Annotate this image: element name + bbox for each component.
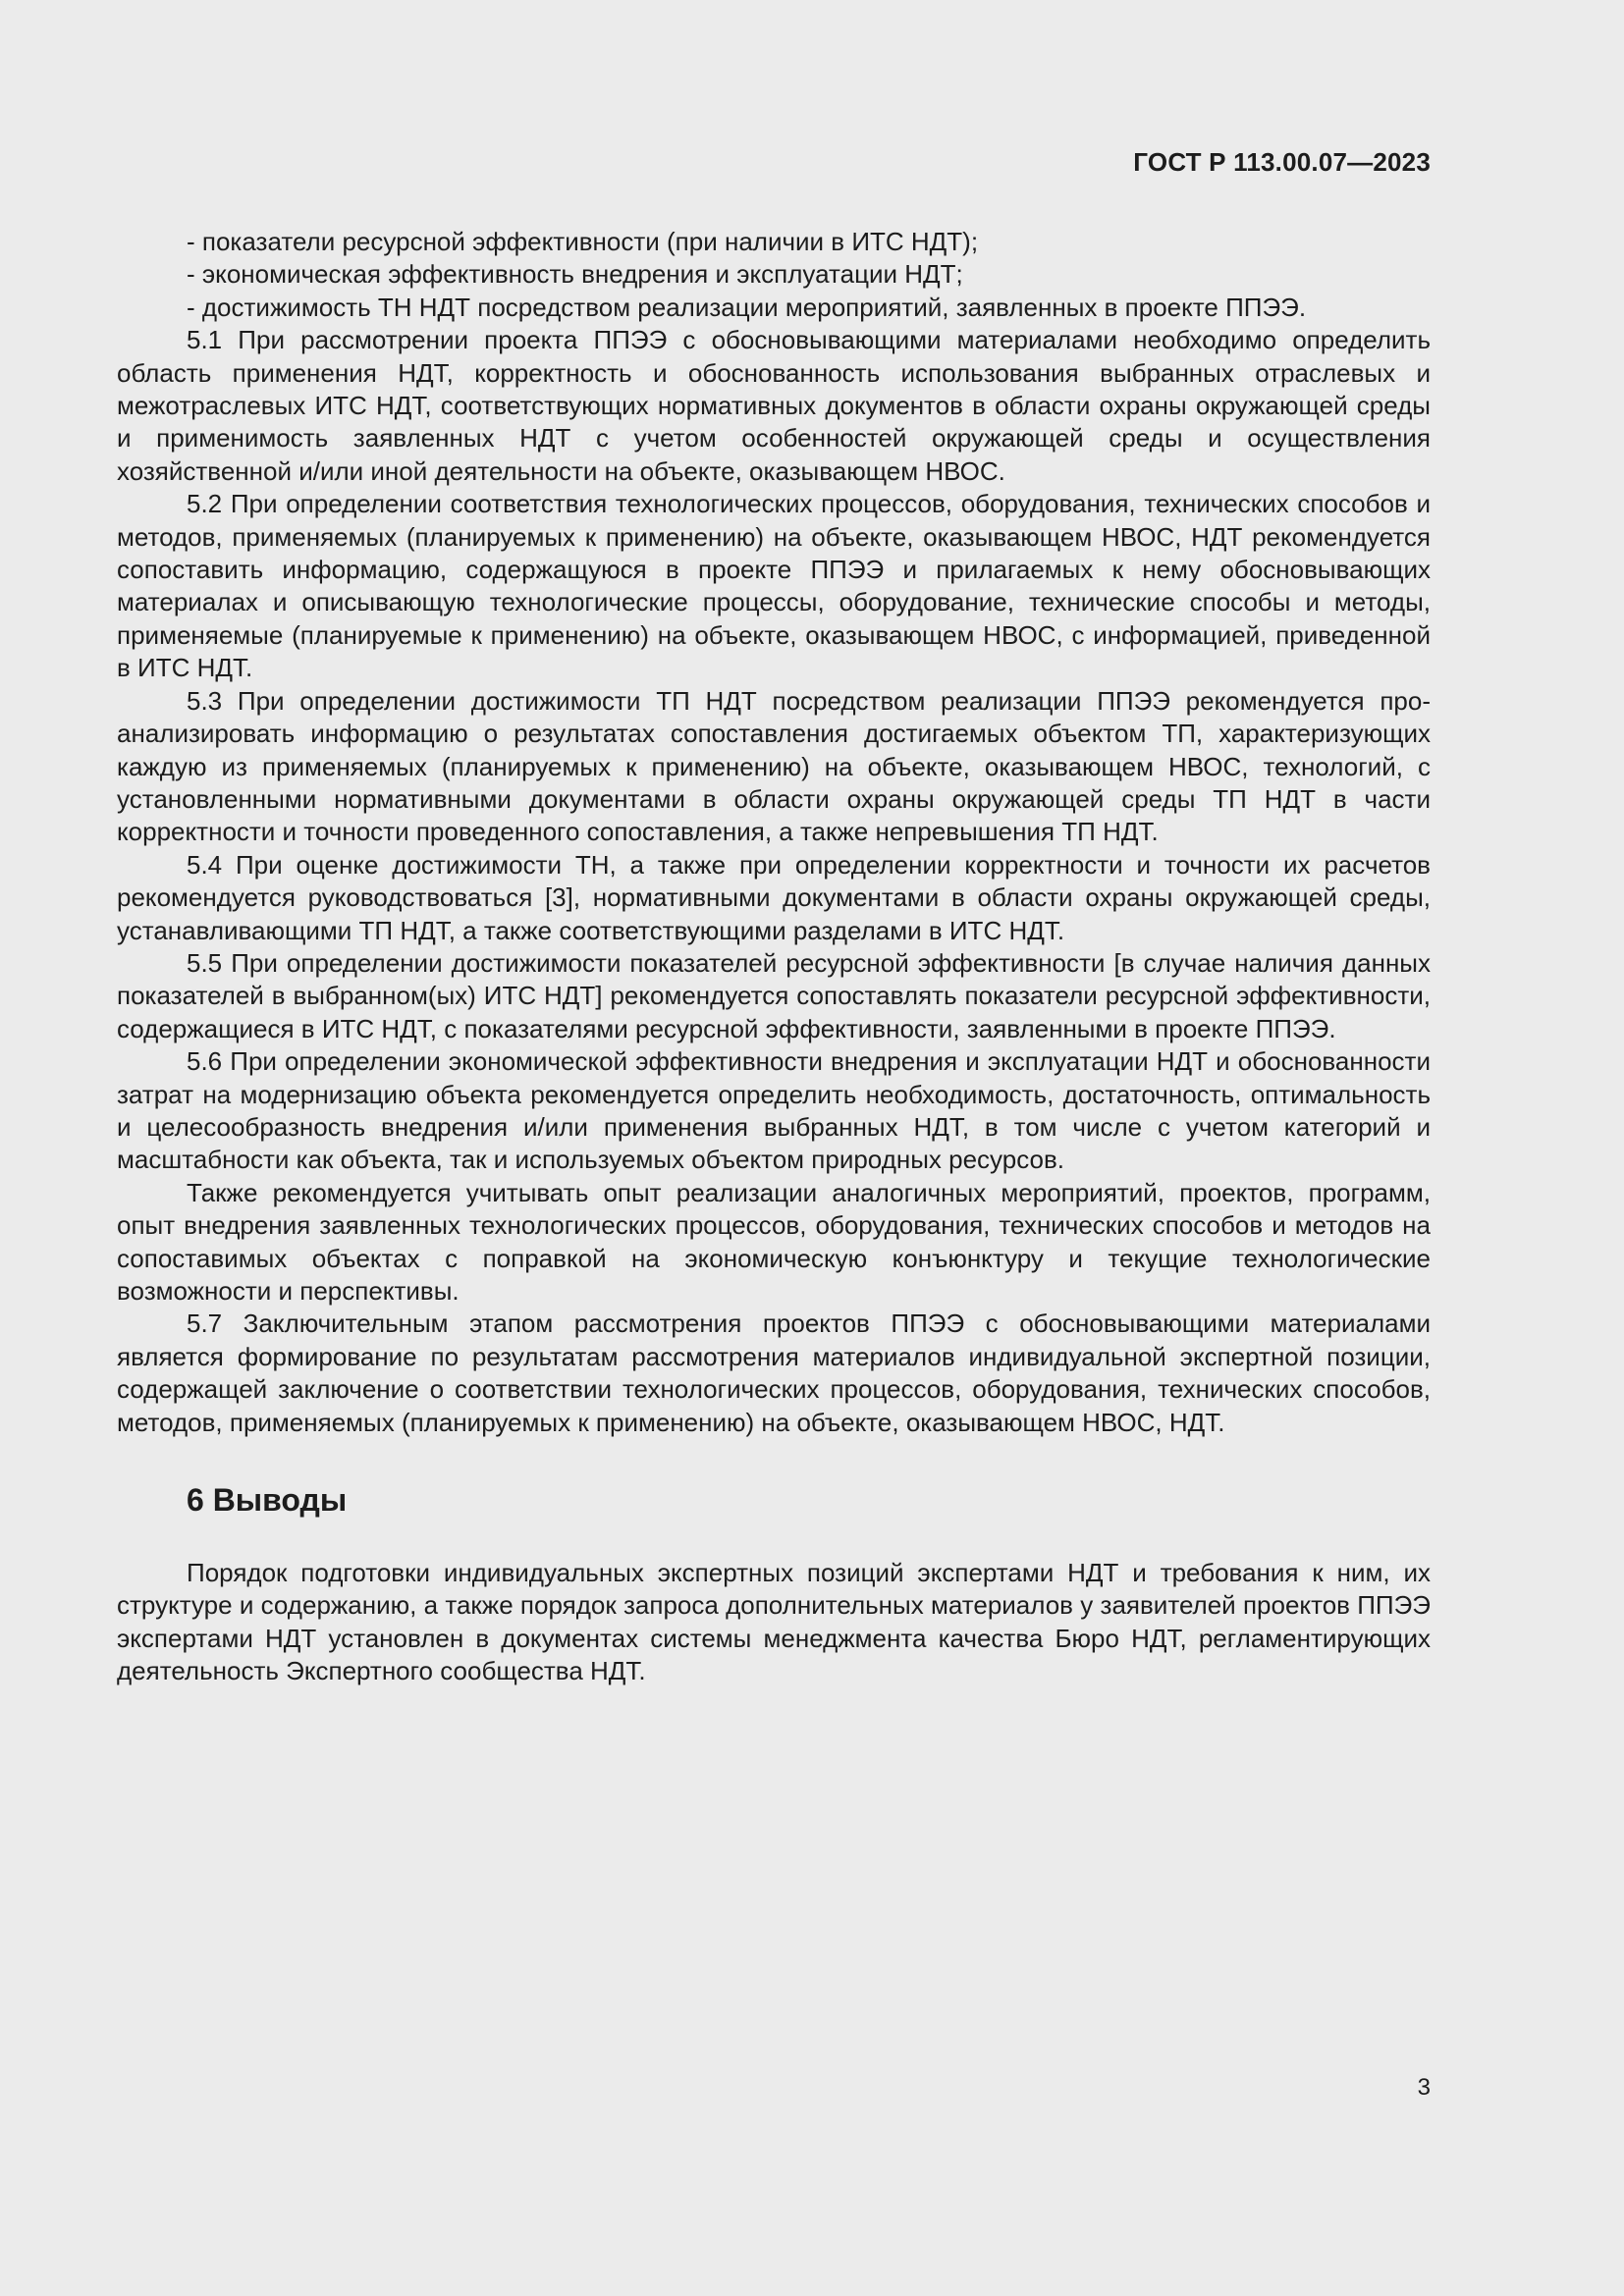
paragraph-5-7: 5.7 Заключительным этапом рассмотрения проектов ППЭЭ с обосновывающими материалами является формирование по результатам рассмотрения материалов индивидуальной экспертной позиции, содержащей заключение о соответствии технологических процессов, оборудования, технических способов, методов, применяемых (планируемых к применению) на объекте, оказывающем НВОС, НДТ.: [117, 1308, 1431, 1437]
paragraph-5-4: 5.4 При оценке достижимости ТН, а также при определении корректности и точности их расчетов рекомендуется руководствоваться [3], нормативными документами в области охраны окружающей среды, устанавливающими ТП НДТ, а также соответствующими разделами в ИТС НДТ.: [117, 849, 1431, 945]
section-6-heading: 6 Выводы: [187, 1482, 348, 1519]
page-number: 3: [1417, 2074, 1431, 2101]
paragraph-5-6-continued: Также рекомендуется учитывать опыт реализации аналогичных мероприятий, проектов, программ, опыт внедрения заявленных технологических процессов, оборудования, технических способов и методов на сопоставимых объектах с поправкой на экономическую конъюнктуру и текущие технологические возможности и перспективы.: [117, 1177, 1431, 1306]
section-6-paragraph: Порядок подготовки индивидуальных экспертных позиций экспертами НДТ и требования к ним, их структуре и содержанию, а также порядок запроса дополнительных материалов у заявителей проектов ППЭЭ экспертами НДТ установлен в документах системы менеджмента качества Бюро НДТ, регламентирующих деятельность Экспертного сообщества НДТ.: [117, 1558, 1431, 1686]
paragraph-5-1: 5.1 При рассмотрении проекта ППЭЭ с обосновывающими материалами необходимо определить область применения НДТ, корректность и обоснованность использования выбранных отраслевых и межотраслевых ИТС НДТ, соответствующих нормативных документов в области охраны окружающей среды и применимость заявленных НДТ с учетом особенностей окружающей среды и осуществления хозяйственной и/или иной деятельности на объекте, оказывающем НВОС.: [117, 325, 1431, 486]
bullet-economic-efficiency: - экономическая эффективность внедрения и эксплуатации НДТ;: [187, 259, 963, 290]
document-body: [117, 226, 1431, 1688]
bullet-tn-achievability: - достижимость ТН НДТ посредством реализации мероприятий, заявленных в проекте ППЭЭ.: [187, 292, 1307, 322]
paragraph-5-5: 5.5 При определении достижимости показателей ресурсной эффективности [в случае наличия данных показателей в выбранном(ых) ИТС НДТ] рекомендуется сопоставлять показатели ресурсной эффективности, содержащиеся в ИТС НДТ, с показателями ресурсной эффективности, заявленными в проекте ППЭЭ.: [117, 947, 1431, 1043]
paragraph-5-3: 5.3 При определении достижимости ТП НДТ посредством реализации ППЭЭ рекомендуется проанализировать информацию о результатах сопоставления достигаемых объектом ТП, характеризующих каждую из применяемых (планируемых к применению) на объекте, оказывающем НВОС, технологий, с установленными нормативными документами в области охраны окружающей среды ТП НДТ в части корректности и точности проведенного сопоставления, а также непревышения ТП НДТ.: [117, 685, 1431, 847]
paragraph-5-6: 5.6 При определении экономической эффективности внедрения и эксплуатации НДТ и обоснованности затрат на модернизацию объекта рекомендуется определить необходимость, достаточность, оптимальность и целесообразность внедрения и/или применения выбранных НДТ, в том числе с учетом категорий и масштабности как объекта, так и используемых объектом природных ресурсов.: [117, 1046, 1431, 1175]
paragraph-5-2: 5.2 При определении соответствия технологических процессов, оборудования, технических способов и методов, применяемых (планируемых к применению) на объекте, оказывающем НВОС, НДТ рекомендуется сопоставить информацию, содержащуюся в проекте ППЭЭ и прилагаемых к нему обосновывающих материалах и описывающую технологические процессы, оборудование, технические способы и методы, применяемые (планируемые к применению) на объекте, оказывающем НВОС, с информацией, приведенной в ИТС НДТ.: [117, 489, 1431, 683]
bullet-resource-efficiency: - показатели ресурсной эффективности (при наличии в ИТС НДТ);: [187, 227, 979, 256]
document-code-header: ГОСТ Р 113.00.07—2023: [1133, 147, 1431, 177]
